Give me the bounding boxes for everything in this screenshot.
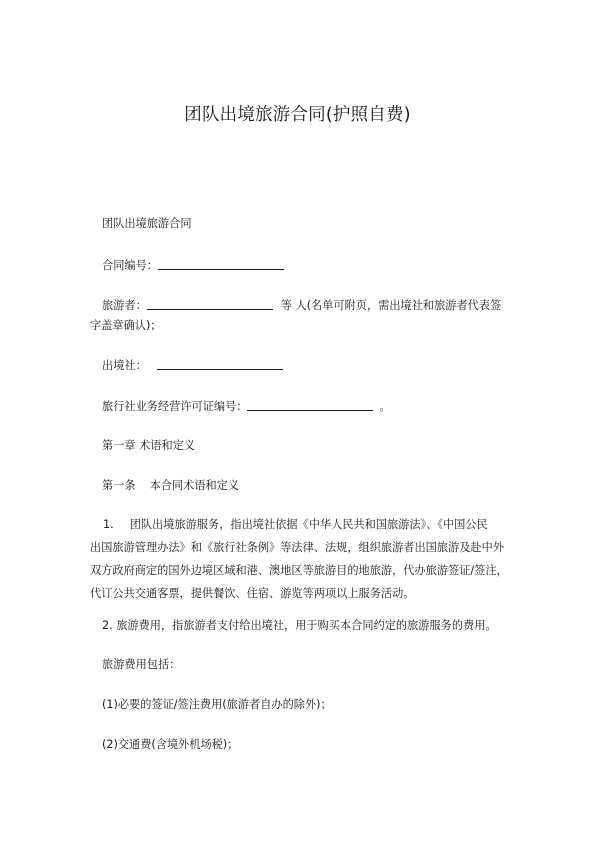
article-title: 本合同术语和定义 (149, 479, 240, 492)
item-1-text-line: 出国旅游管理办法》和《旅行社条例》等法律、法规，组织旅游者出国旅游及赴中外 (90, 541, 504, 554)
fee-item-1: (1)必要的签证/签注费用(旅游者自办的除外)； (102, 698, 332, 711)
contract-number-field[interactable] (158, 257, 284, 270)
agency-name-field[interactable] (157, 357, 283, 370)
traveler-line (102, 296, 501, 316)
fee-includes-heading: 旅游费用包括： (102, 658, 181, 671)
item-1-number: 1. (103, 518, 114, 531)
fee-item-2: (2)交通费(含境外机场税)； (102, 738, 239, 751)
contract-subtitle: 团队出境旅游合同 (102, 217, 192, 230)
license-number-field[interactable] (247, 398, 373, 411)
item-1-first-line (90, 513, 510, 536)
item-1-text-line: 双方政府商定的国外边境区域和港、澳地区等旅游目的地旅游，代办旅游签证/签注， (90, 564, 508, 577)
article-heading (102, 476, 239, 496)
item-1-text-line: 团队出境旅游服务，指出境社依据《中华人民共和国旅游法》、《中国公民 (129, 518, 488, 531)
license-line (102, 397, 391, 417)
item-2-paragraph: 2. 旅游费用，指旅游者支付给出境社，用于购买本合同约定的旅游服务的费用。 (102, 619, 497, 632)
chapter-heading: 第一章 术语和定义 (102, 439, 196, 452)
agency-label: 出境社： (102, 359, 147, 372)
traveler-note: 等 人(名单可附页，需出境社和旅游者代表签 (280, 299, 502, 312)
article-number: 第一条 (102, 479, 136, 492)
traveler-label: 旅游者： (102, 299, 147, 312)
traveler-name-field[interactable] (147, 297, 273, 310)
item-1-text-line: 代订公共交通客票，提供餐饮、住宿、游览等两项以上服务活动。 (90, 587, 415, 600)
document-title: 团队出境旅游合同(护照自费) (184, 105, 411, 125)
traveler-note-continued: 字盖章确认)； (90, 319, 162, 332)
license-label: 旅行社业务经营许可证编号： (102, 400, 248, 413)
license-end: 。 (379, 400, 391, 413)
contract-number-label: 合同编号： (102, 259, 158, 272)
agency-line (102, 356, 283, 376)
item-1-paragraph (90, 513, 510, 605)
contract-number-line (102, 256, 284, 276)
